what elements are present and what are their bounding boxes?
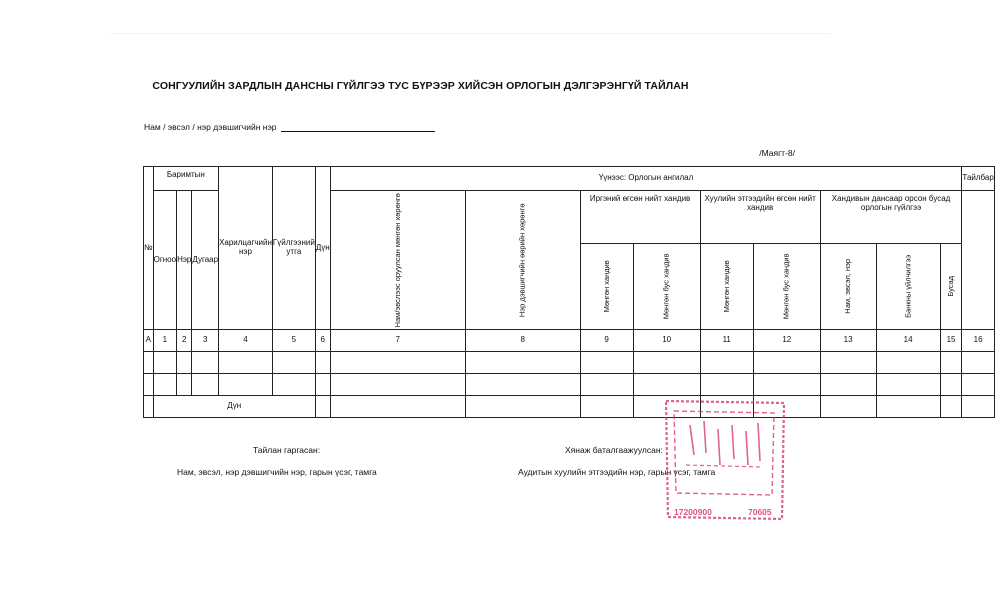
col-no-header: № <box>144 167 154 330</box>
total-row <box>144 396 995 418</box>
column-number: 15 <box>940 330 962 352</box>
col-partner-header: Харилцагчийн нэр <box>219 167 273 330</box>
party-coalition-label: Нам, эвсэл, нэр <box>842 258 852 314</box>
column-number: 9 <box>580 330 633 352</box>
column-number: 16 <box>962 330 994 352</box>
column-number: 4 <box>219 330 273 352</box>
col-citizen-cash <box>580 244 633 330</box>
column-number: А <box>144 330 154 352</box>
auditor-stamp <box>660 395 790 525</box>
column-number: 11 <box>700 330 753 352</box>
table-row[interactable] <box>144 352 995 374</box>
column-number: 7 <box>330 330 465 352</box>
col-other <box>940 244 962 330</box>
citizen-cash-label: Мөнгөн хандив <box>601 260 611 313</box>
col-name-header: Нэр <box>177 191 192 330</box>
col-bank-fee <box>876 244 940 330</box>
stamp-number: 17200900 <box>674 507 712 517</box>
column-number: 14 <box>876 330 940 352</box>
col-entity-cash <box>700 244 753 330</box>
bank-fee-label: Банкны үйлчилгээ <box>902 254 912 318</box>
other-label: Бусад <box>945 276 955 297</box>
prepared-by-signature-line: Нам, эвсэл, нэр дэвшигчийн нэр, гарын үсэг, тамга <box>177 467 377 477</box>
col-note-subheader <box>962 191 994 330</box>
col-transaction-header: Гүйлгээний утга <box>272 167 315 330</box>
table-row[interactable] <box>144 374 995 396</box>
col-citizen-donation-header: Иргэний өгсөн нийт хандив <box>580 191 700 244</box>
col-party-money-header <box>330 191 465 330</box>
column-number: 10 <box>633 330 700 352</box>
verified-by-label: Хянаж баталгаажуулсан: <box>565 445 663 455</box>
party-name-label: Нам / эвсэл / нэр дэвшигчийн нэр <box>144 122 277 132</box>
prepared-by-label: Тайлан гаргасан: <box>253 445 321 455</box>
citizen-noncash-label: Мөнгөн бус хандив <box>661 253 671 320</box>
party-money-label: Нам/эвслээс оруулсан мөнгөн хөрөнгө <box>392 192 402 328</box>
entity-noncash-label: Мөнгөн бус хандив <box>781 253 791 320</box>
party-name-blank[interactable] <box>281 121 435 132</box>
column-number: 8 <box>465 330 580 352</box>
col-candidate-money-header <box>465 191 580 330</box>
column-number: 1 <box>153 330 176 352</box>
column-number: 12 <box>753 330 820 352</box>
col-date-header: Огноо <box>153 191 176 330</box>
column-number-row <box>144 330 995 352</box>
col-amount-header: Дүн <box>315 167 330 330</box>
entity-cash-label: Мөнгөн хандив <box>721 260 731 313</box>
col-note-header: Тайлбар <box>962 167 994 191</box>
col-citizen-noncash <box>633 244 700 330</box>
col-category-group-header: Үүнээс: Орлогын ангилал <box>330 167 962 191</box>
report-title: СОНГУУЛИЙН ЗАРДЛЫН ДАНСНЫ ГҮЙЛГЭЭ ТУС БҮРЭЭР ХИЙСЭН ОРЛОГЫН ДЭЛГЭРЭНГҮЙ ТАЙЛАН <box>152 80 689 92</box>
col-entity-noncash <box>753 244 820 330</box>
party-name-line <box>144 121 435 132</box>
form-number: /Маягт-8/ <box>759 148 795 158</box>
col-document-header: Баримтын <box>153 167 218 191</box>
column-number: 3 <box>192 330 219 352</box>
col-entity-donation-header: Хуулийн этгээдийн өгсөн нийт хандив <box>700 191 820 244</box>
column-number: 5 <box>272 330 315 352</box>
col-other-income-header: Хандивын дансаар орсон бусад орлогын гүйлгээ <box>820 191 962 244</box>
top-divider <box>110 33 830 34</box>
income-report-table <box>143 166 995 418</box>
column-number: 13 <box>820 330 876 352</box>
column-number: 6 <box>315 330 330 352</box>
col-party-coalition <box>820 244 876 330</box>
total-label: Дүн <box>153 396 315 418</box>
col-number-header: Дугаар <box>192 191 219 330</box>
stamp-number-2: 70605 <box>748 507 772 517</box>
candidate-money-label: Нэр дэвшигчийн өөрийн хөрөнгө <box>517 203 527 317</box>
column-number: 2 <box>177 330 192 352</box>
verified-by-signature-line: Аудитын хуулийн этгээдийн нэр, гарын үсэг, тамга <box>518 467 716 477</box>
